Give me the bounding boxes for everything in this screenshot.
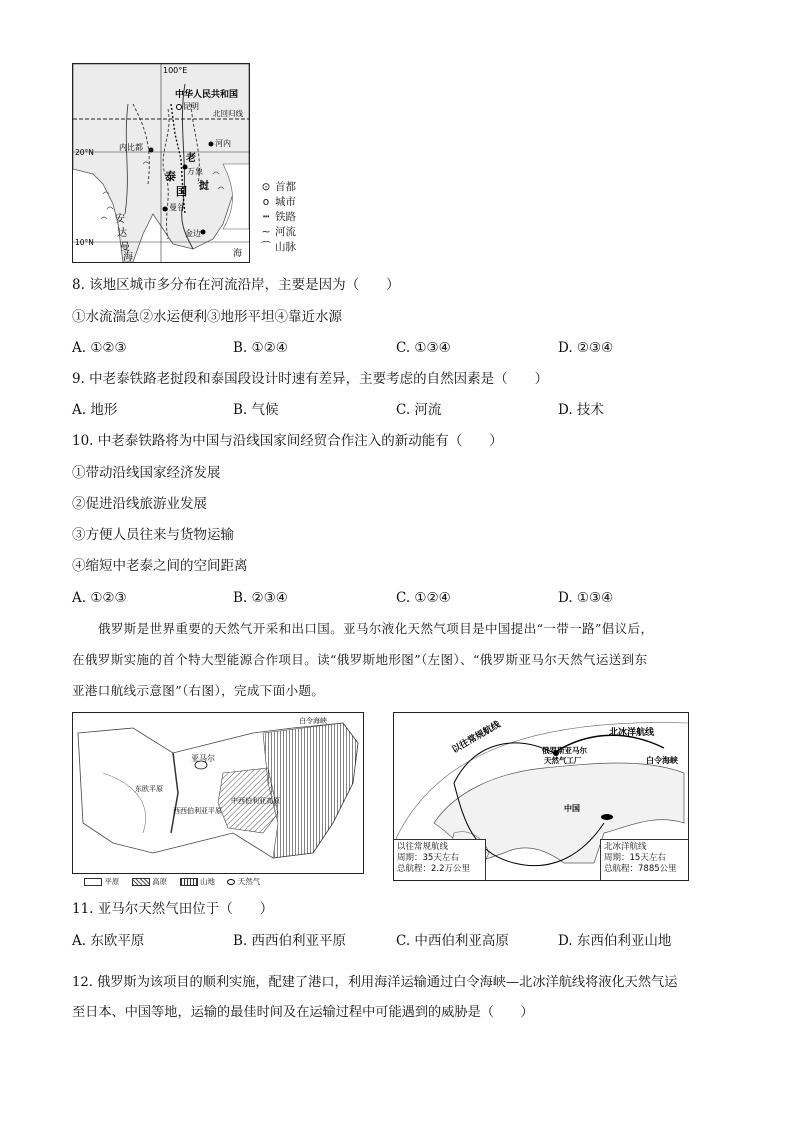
destination-marker	[601, 814, 613, 820]
q10-option-c[interactable]: C. ①②④	[396, 590, 451, 606]
longitude-label: 100°E	[163, 66, 188, 75]
north-route-distance: 总航程：7885公里	[604, 864, 677, 874]
passage-line-2: 在俄罗斯实施的首个特大型能源合作项目。读“俄罗斯地形图”（左图）、“俄罗斯亚马尔天然气运送到东	[72, 652, 648, 667]
shipping-route-map	[393, 712, 689, 881]
legend-label: 首都	[275, 181, 296, 193]
river-icon: ∼	[261, 226, 271, 238]
q9-stem: 9. 中老泰铁路老挝段和泰国段设计时速有差异，主要考虑的自然因素是（ ）	[72, 371, 549, 387]
legend-plateau: 高原	[152, 877, 168, 886]
legend-capital	[259, 180, 296, 194]
bangkok-label: 曼谷	[169, 203, 185, 212]
kunming-label: 昆明	[183, 102, 199, 111]
plant-label-1: 俄罗斯亚马尔	[542, 746, 587, 755]
hanoi-dot	[209, 142, 214, 147]
capital-icon: ⊙	[261, 181, 271, 193]
legend-river	[259, 225, 296, 239]
q10-option-b[interactable]: B. ②③④	[233, 590, 288, 606]
q12-line-2: 至日本、中国等地，运输的最佳时间及在运输过程中可能遇到的威胁是（ ）	[72, 1005, 534, 1020]
q8-option-b[interactable]: B. ①②④	[233, 340, 288, 356]
north-route-info-box	[600, 839, 688, 880]
passage-line-1: 俄罗斯是世界重要的天然气开采和出口国。亚马尔液化天然气项目是中国提出“一带一路”倡议后，	[98, 621, 654, 636]
phnompenh-label: 金边	[185, 229, 201, 238]
east-euro-label: 东欧平原	[135, 785, 163, 793]
railway-icon: ┅	[262, 211, 270, 223]
china-label: 中华人民共和国	[175, 90, 239, 100]
bering-strait-label: 白令海峡	[646, 756, 678, 765]
plant-label-2: 天然气工厂	[544, 756, 582, 765]
gas-swatch	[227, 879, 235, 885]
q10-stem: 10. 中老泰铁路将为中国与沿线国家间经贸合作注入的新动能有（ ）	[72, 433, 503, 449]
q9-option-b[interactable]: B. 气候	[233, 402, 279, 418]
passage-line-3: 亚港口航线示意图”（右图），完成下面小题。	[72, 683, 325, 698]
q11-option-d[interactable]: D. 东西伯利亚山地	[558, 933, 672, 949]
legend-label: 城市	[275, 196, 296, 208]
thailand-label-2: 国	[176, 185, 187, 198]
north-route-title: 北冰洋航线	[604, 842, 647, 852]
north-route-period: 周期：15天左右	[604, 853, 666, 863]
southeast-asia-map	[72, 63, 250, 263]
russia-terrain-drawing	[73, 713, 363, 873]
old-route-distance: 总航程：2.2万公里	[397, 864, 471, 874]
lat10-label: 10°N	[75, 238, 94, 247]
lat20-label: 20°N	[75, 148, 94, 157]
legend-mountain: 山地	[199, 877, 215, 886]
bering-label: 白令海峡	[299, 717, 327, 725]
mountain-icon: ⌒	[260, 241, 272, 253]
q8-option-d[interactable]: D. ②③④	[558, 340, 614, 356]
legend-railway	[259, 210, 296, 224]
q8-option-c[interactable]: C. ①③④	[396, 340, 451, 356]
legend-label: 河流	[275, 226, 296, 238]
tropic-label: 北回归线	[213, 109, 243, 118]
q8-option-a[interactable]: A. ①②③	[72, 340, 127, 356]
andaman-label-2: 达	[117, 228, 127, 239]
q12-line-1: 12. 俄罗斯为该项目的顺利实施，配建了港口，利用海洋运输通过白令海峡—北冰洋航线将液化天然气运	[72, 975, 678, 990]
southeast-asia-map-drawing	[73, 64, 249, 262]
yamal-label: 亚马尔	[191, 754, 215, 763]
old-route-title: 以往常规航线	[397, 842, 449, 852]
q11-option-a[interactable]: A. 东欧平原	[72, 933, 145, 949]
q10-statement-1: ①带动沿线国家经济发展	[72, 465, 221, 481]
q10-option-a[interactable]: A. ①②③	[72, 590, 127, 606]
legend-gas: 天然气	[237, 877, 261, 886]
laos-label: 老	[186, 153, 196, 164]
china-label: 中国	[564, 804, 580, 813]
west-sib-label: 西西伯利亚平原	[173, 807, 222, 815]
hanoi-label: 河内	[215, 139, 231, 148]
q8-statement: ①水流湍急②水运便利③地形平坦④靠近水源	[72, 309, 342, 325]
q11-option-c[interactable]: C. 中西伯利亚高原	[396, 933, 509, 949]
laos-label-2: 挝	[199, 181, 209, 192]
q11-stem: 11. 亚马尔天然气田位于（ ）	[72, 901, 274, 917]
q8-stem: 8. 该地区城市多分布在河流沿岸，主要是因为（ ）	[72, 277, 400, 293]
phnompenh-dot	[201, 230, 206, 235]
central-sib-label: 中西伯利亚高原	[231, 797, 280, 805]
andaman-label-1: 安	[115, 214, 125, 225]
old-route-period: 周期：35天左右	[397, 853, 459, 863]
q9-option-d[interactable]: D. 技术	[558, 402, 604, 418]
legend-label: 铁路	[275, 211, 296, 223]
legend-plain: 平原	[104, 877, 120, 886]
q11-option-b[interactable]: B. 西西伯利亚平原	[233, 933, 347, 949]
russia-terrain-map	[72, 712, 364, 874]
north-route-label: 北冰洋航线	[609, 728, 655, 738]
q10-statement-2: ②促进沿线旅游业发展	[72, 496, 207, 512]
q9-option-c[interactable]: C. 河流	[396, 402, 442, 418]
naypyidaw-dot	[149, 148, 154, 153]
mountain-swatch	[180, 878, 198, 886]
old-route-info-box	[394, 839, 486, 880]
plateau-swatch	[132, 878, 150, 886]
andaman-label-3: 曼	[120, 242, 130, 253]
q9-option-a[interactable]: A. 地形	[72, 402, 118, 418]
thailand-label-1: 泰	[165, 170, 176, 183]
q10-statement-3: ③方便人员往来与货物运输	[72, 527, 234, 543]
russia-map-legend	[84, 876, 260, 887]
legend-label: 山脉	[275, 241, 296, 253]
city-icon: o	[262, 196, 270, 208]
sea-label: 海	[233, 249, 243, 259]
legend-city	[259, 195, 296, 209]
q10-option-d[interactable]: D. ①③④	[558, 590, 614, 606]
vientiane-label: 万象	[187, 167, 203, 176]
plain-swatch	[84, 878, 102, 886]
naypyidaw-label: 内比都	[119, 143, 143, 152]
kunming-dot	[177, 105, 182, 110]
bangkok-dot	[163, 207, 168, 212]
q10-statement-4: ④缩短中老泰之间的空间距离	[72, 558, 248, 574]
old-route-label: 以往常规航线	[450, 719, 503, 756]
legend-mountain	[259, 240, 296, 254]
andaman-label-4: 海	[123, 252, 133, 262]
